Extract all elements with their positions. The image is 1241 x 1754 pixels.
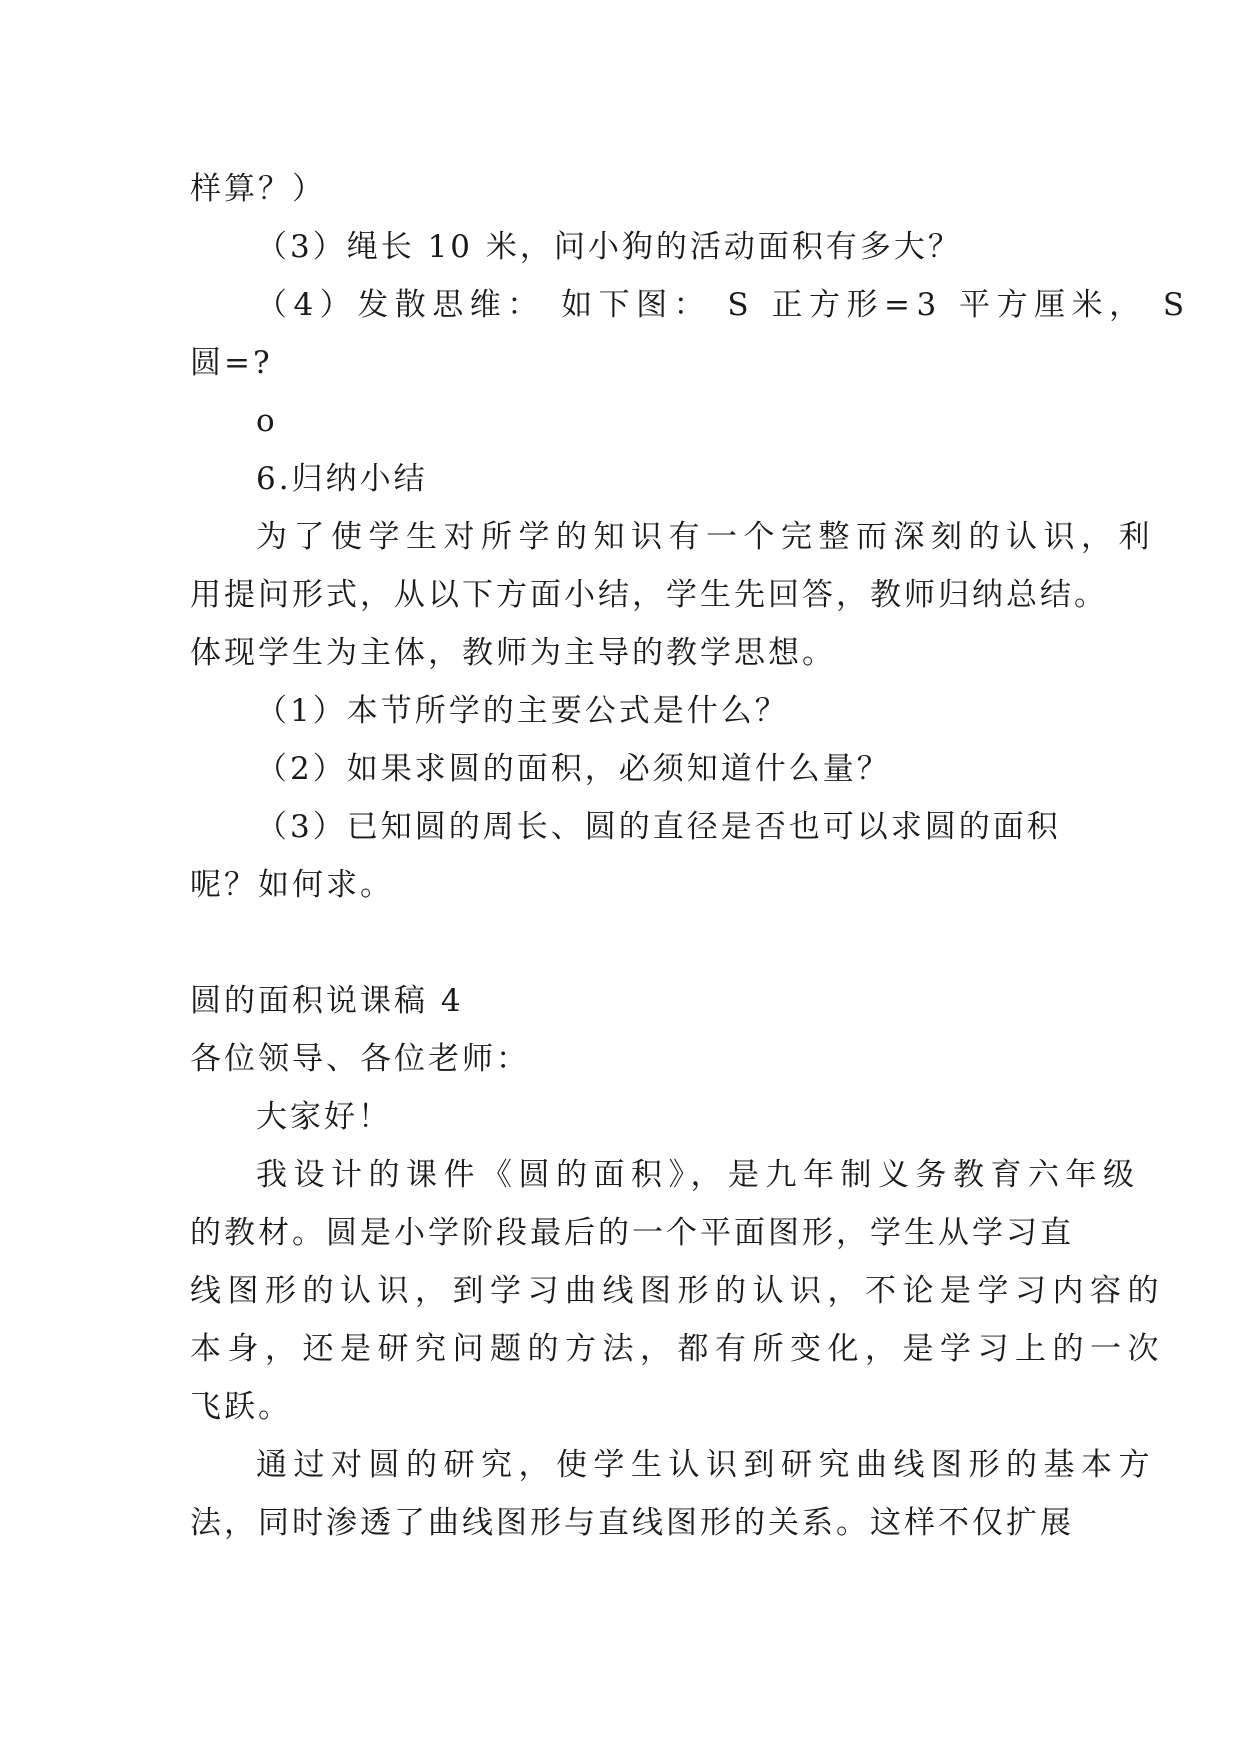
salutation: 大家好！ <box>256 1099 392 1135</box>
question-item: （3）绳长 10 米，问小狗的活动面积有多大？ <box>256 229 962 265</box>
document-page <box>190 160 1191 1552</box>
paragraph-line: 法，同时渗透了曲线图形与直线图形的关系。这样不仅扩展 <box>190 1505 1074 1541</box>
paragraph-line: 为了使学生对所学的知识有一个完整而深刻的认识，利 <box>256 519 1156 555</box>
greeting: 各位领导、各位老师： <box>190 1041 530 1077</box>
figure-placeholder: o <box>256 403 278 439</box>
paragraph-line: 通过对圆的研究，使学生认识到研究曲线图形的基本方 <box>256 1447 1156 1483</box>
paragraph-line: 的教材。圆是小学阶段最后的一个平面图形，学生从学习直 <box>190 1215 1074 1251</box>
text-line: 圆=? <box>190 345 273 381</box>
paragraph-line: 用提问形式，从以下方面小结，学生先回答，教师归纳总结。 <box>190 577 1108 613</box>
spacer <box>190 914 1052 972</box>
question-item: （2）如果求圆的面积，必须知道什么量？ <box>256 751 891 787</box>
article-title: 圆的面积说课稿 4 <box>190 983 464 1019</box>
question-item: （3）已知圆的周长、圆的直径是否也可以求圆的面积 <box>256 809 1061 845</box>
paragraph-line: 体现学生为主体，教师为主导的教学思想。 <box>190 635 836 671</box>
paragraph-line: 我设计的课件《圆的面积》，是九年制义务教育六年级 <box>256 1157 1141 1193</box>
section-heading: 6.归纳小结 <box>256 461 428 497</box>
text-line: 样算？） <box>190 171 326 207</box>
paragraph-line: 本身，还是研究问题的方法，都有所变化，是学习上的一次 <box>190 1331 1165 1367</box>
paragraph-line: 飞跃。 <box>190 1389 292 1425</box>
question-item: （1）本节所学的主要公式是什么？ <box>256 693 789 729</box>
text-line: 呢？如何求。 <box>190 867 394 903</box>
question-item: （4）发散思维： 如下图： S 正方形=3 平方厘米， S <box>256 287 1191 323</box>
paragraph-line: 线图形的认识，到学习曲线图形的认识，不论是学习内容的 <box>190 1273 1165 1309</box>
